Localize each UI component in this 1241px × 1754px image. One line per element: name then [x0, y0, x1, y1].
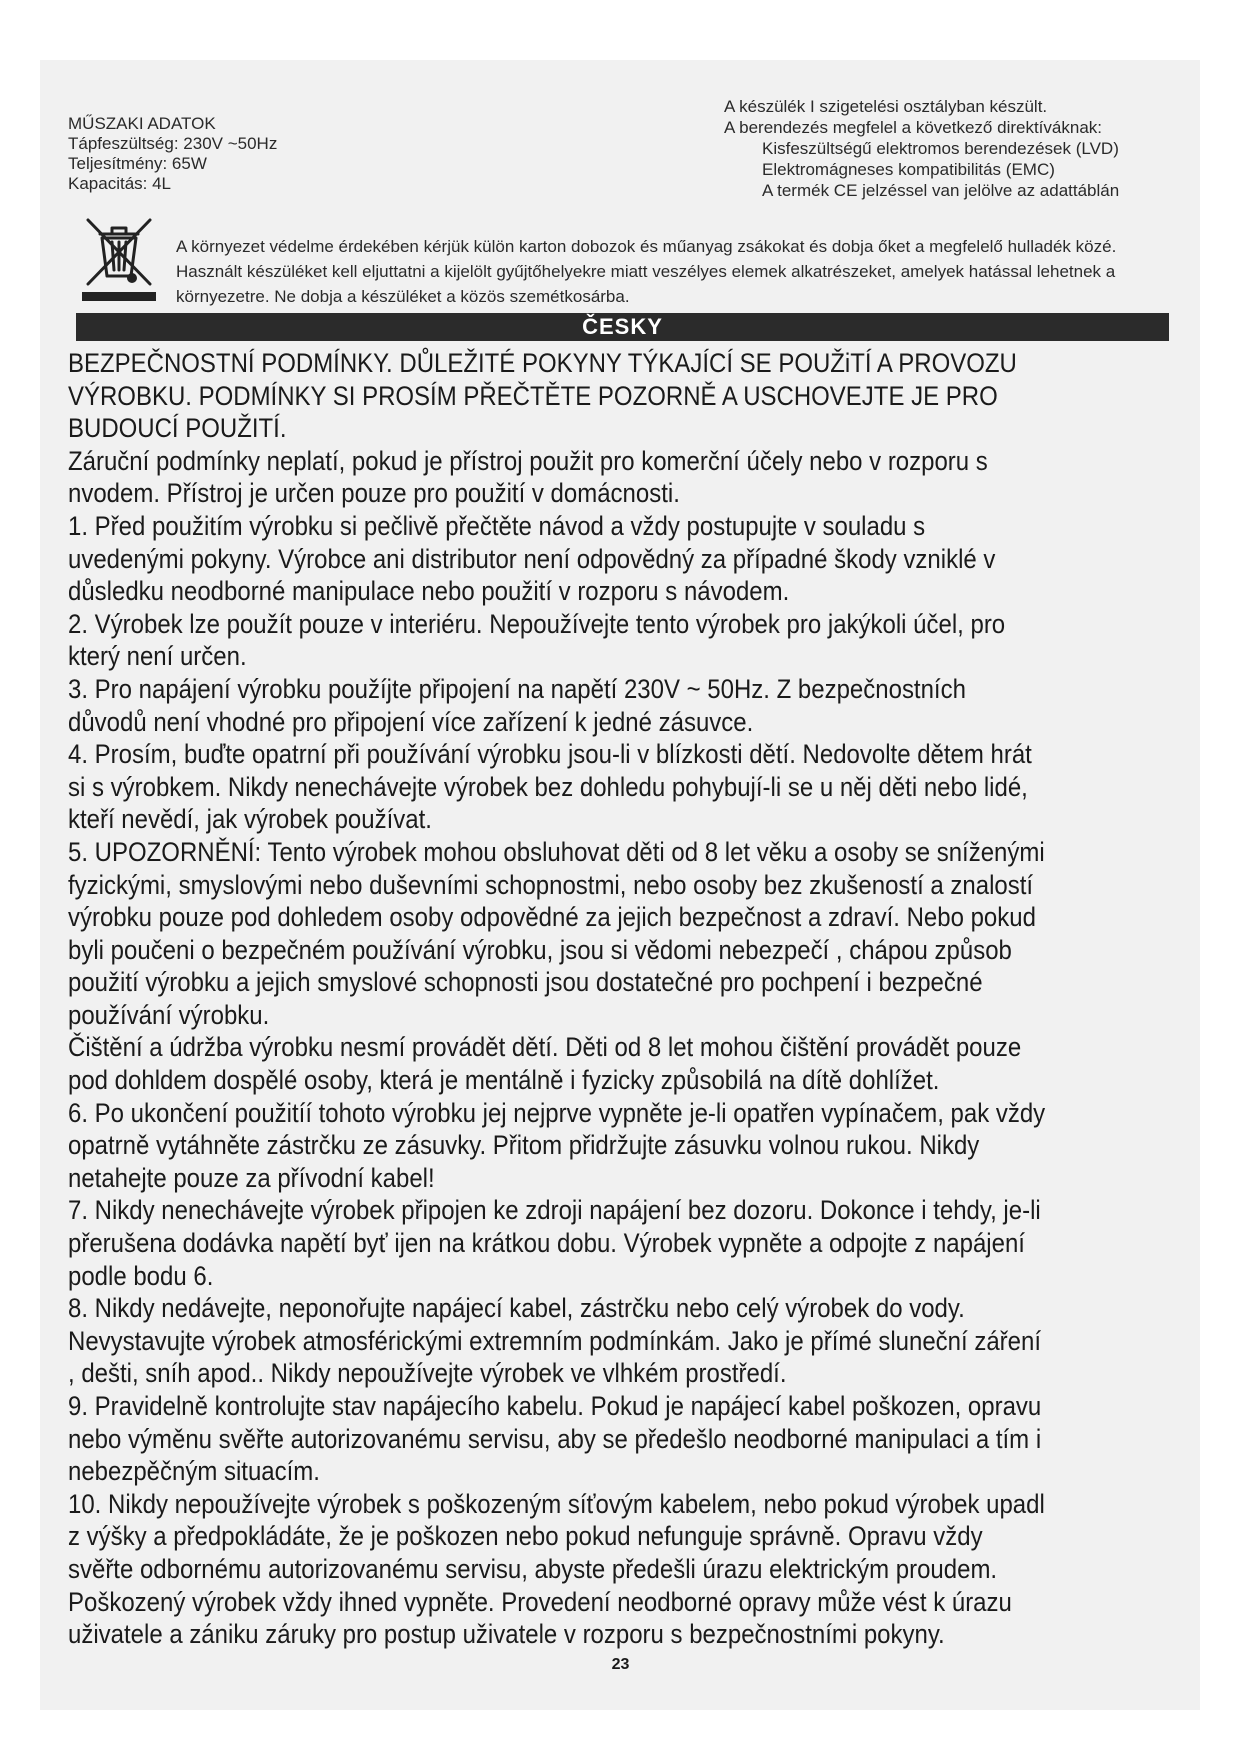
compliance-emc: Elektromágneses kompatibilitás (EMC)	[762, 160, 1055, 179]
specs-voltage: Tápfeszültség: 230V ~50Hz	[68, 134, 278, 153]
environment-line-2: Használt készüléket kell eljuttatni a kijelölt gyűjtőhelyekre miatt veszélyes elemek alkatrészeket, amelyek hatással lehetnek a	[176, 262, 1116, 281]
environment-line-3: környezetre. Ne dobja a készüléket a közös szemétkosárba.	[176, 287, 630, 306]
environment-line-1: A környezet védelme érdekében kérjük külön karton dobozok és műanyag zsákokat és dobja őket a megfelelő hulladék közé.	[176, 237, 1117, 256]
instruction-line: podle bodu 6.	[68, 1260, 214, 1291]
instruction-line: pod dohldem dospělé osoby, která je mentálně i fyzicky způsobilá na dítě dohlížet.	[68, 1065, 940, 1096]
instruction-line: 7. Nikdy nenechávejte výrobek připojen ke zdroji napájení bez dozoru. Dokonce i tehdy, je-li	[68, 1195, 1041, 1226]
environment-notice	[176, 234, 1186, 309]
instruction-line: Záruční podmínky neplatí, pokud je přístroj použit pro komerční účely nebo v rozporu s	[68, 445, 988, 476]
instruction-line: 6. Po ukončení použitíí tohoto výrobku jej nejprve vypněte je-li opatřen vypínačem, pak vždy	[68, 1097, 1046, 1128]
instruction-line: důvodů není vhodné pro připojení více zařízení k jedné zásuvce.	[68, 706, 754, 737]
instruction-line: důsledku neodborné manipulace nebo použití v rozporu s návodem.	[68, 576, 790, 607]
instruction-line: 1. Před použitím výrobku si pečlivě přečtěte návod a vždy postupujte v souladu s	[68, 510, 926, 541]
instruction-line: kteří nevědí, jak výrobek používat.	[68, 804, 432, 835]
instruction-line: nebo výměnu svěřte autorizovanému servisu, aby se předešlo neodborné manipulaci a tím i	[68, 1423, 1042, 1454]
instruction-line: 4. Prosím, buďte opatrní při používání výrobku jsou-li v blízkosti dětí. Nedovolte dětem hrát	[68, 739, 1032, 770]
instruction-line: svěřte odbornému autorizovanému servisu, abyste předešli úrazu elektrickým proudem.	[68, 1553, 998, 1584]
specs-title: MŰSZAKI ADATOK	[68, 114, 216, 133]
instruction-line: 5. UPOZORNĚNÍ: Tento výrobek mohou obsluhovat děti od 8 let věku a osoby se sníženými	[68, 836, 1045, 867]
instruction-line: z výšky a předpokládáte, že je poškozen nebo pokud nefunguje správně. Opravu vždy	[68, 1521, 983, 1552]
instruction-line: použití výrobku a jejich smyslové schopnosti jsou dostatečné pro pochpení i bezpečné	[68, 967, 983, 998]
instruction-line: BEZPEČNOSTNÍ PODMÍNKY. DŮLEŽITÉ POKYNY TÝKAJÍCÍ SE POUŽiTÍ A PROVOZU	[68, 348, 1017, 378]
language-section-header: ČESKY	[76, 313, 1169, 341]
instruction-line: 2. Výrobek lze použít pouze v interiéru. Nepoužívejte tento výrobek pro jakýkoli účel, pro	[68, 608, 1006, 639]
instruction-line: Poškozený výrobek vždy ihned vypněte. Provedení neodborné opravy může vést k úrazu	[68, 1586, 1012, 1617]
instruction-line: BUDOUCÍ POUŽITÍ.	[68, 413, 287, 444]
instruction-line: výrobku pouze pod dohledem osoby odpovědné za jejich bezpečnost a zdraví. Nebo pokud	[68, 902, 1036, 933]
instruction-line: který není určen.	[68, 641, 247, 672]
compliance-directives: A berendezés megfelel a következő direktíváknak:	[724, 118, 1102, 137]
instruction-line: 9. Pravidelně kontrolujte stav napájecího kabelu. Pokud je napájecí kabel poškozen, opravu	[68, 1391, 1042, 1421]
compliance-insulation: A készülék I szigetelési osztályban készült.	[724, 97, 1048, 116]
instruction-line: netahejte pouze za přívodní kabel!	[68, 1162, 435, 1193]
safety-instructions	[68, 347, 1077, 1651]
instruction-line: přerušena dodávka napětí byť ijen na krátkou dobu. Výrobek vypněte a odpojte z napájení	[68, 1228, 1025, 1259]
instruction-line: nebezpěčným situacím.	[68, 1456, 320, 1487]
compliance-ce: A termék CE jelzéssel van jelölve az adattáblán	[762, 181, 1120, 200]
instruction-line: , dešti, sníh apod.. Nikdy nepoužívejte výrobek ve vlhkém prostředí.	[68, 1358, 787, 1389]
instruction-line: si s výrobkem. Nikdy nenechávejte výrobek bez dohledu pohybují-li se u něj děti nebo lidé,	[68, 771, 1028, 802]
specs-capacity: Kapacitás: 4L	[68, 174, 172, 193]
technical-specs	[68, 114, 488, 194]
instruction-line: fyzickými, smyslovými nebo duševními schopnostmi, nebo osoby bez zkušeností a znalostí	[68, 869, 1034, 900]
weee-crossed-bin-icon	[80, 212, 158, 302]
compliance-lvd: Kisfeszültségű elektromos berendezések (LVD)	[762, 139, 1119, 158]
specs-power: Teljesítmény: 65W	[68, 154, 207, 173]
compliance-notice	[724, 96, 1194, 201]
instruction-line: 10. Nikdy nepoužívejte výrobek s poškozeným síťovým kabelem, nebo pokud výrobek upadl	[68, 1488, 1045, 1519]
instruction-line: 3. Pro napájení výrobku použíjte připojení na napětí 230V ~ 50Hz. Z bezpečnostních	[68, 673, 966, 704]
instruction-line: uživatele a zániku záruky pro postup uživatele v rozporu s bezpečnostními pokyny.	[68, 1619, 945, 1650]
instruction-line: opatrně vytáhněte zástrčku ze zásuvky. Přitom přidržujte zásuvku volnou rukou. Nikdy	[68, 1130, 980, 1161]
instruction-line: Nevystavujte výrobek atmosférickými extremním podmínkám. Jako je přímé sluneční záření	[68, 1325, 1041, 1356]
instruction-line: Čištění a údržba výrobku nesmí provádět dětí. Děti od 8 let mohou čištění provádět pouze	[68, 1032, 1022, 1063]
instruction-line: byli poučeni o bezpečném používání výrobku, jsou si vědomi nebezpečí , chápou způsob	[68, 934, 1012, 965]
instruction-line: VÝROBKU. PODMÍNKY SI PROSÍM PŘEČTĚTE POZORNĚ A USCHOVEJTE JE PRO	[68, 380, 998, 411]
page-number: 23	[611, 1656, 630, 1673]
instruction-line: uvedenými pokyny. Výrobce ani distributor není odpovědný za případné škody vzniklé v	[68, 543, 996, 574]
instruction-line: 8. Nikdy nedávejte, neponořujte napájecí kabel, zástrčku nebo celý výrobek do vody.	[68, 1293, 965, 1324]
instruction-line: nvodem. Přístroj je určen pouze pro použití v domácnosti.	[68, 478, 680, 509]
instruction-line: používání výrobku.	[68, 999, 270, 1030]
